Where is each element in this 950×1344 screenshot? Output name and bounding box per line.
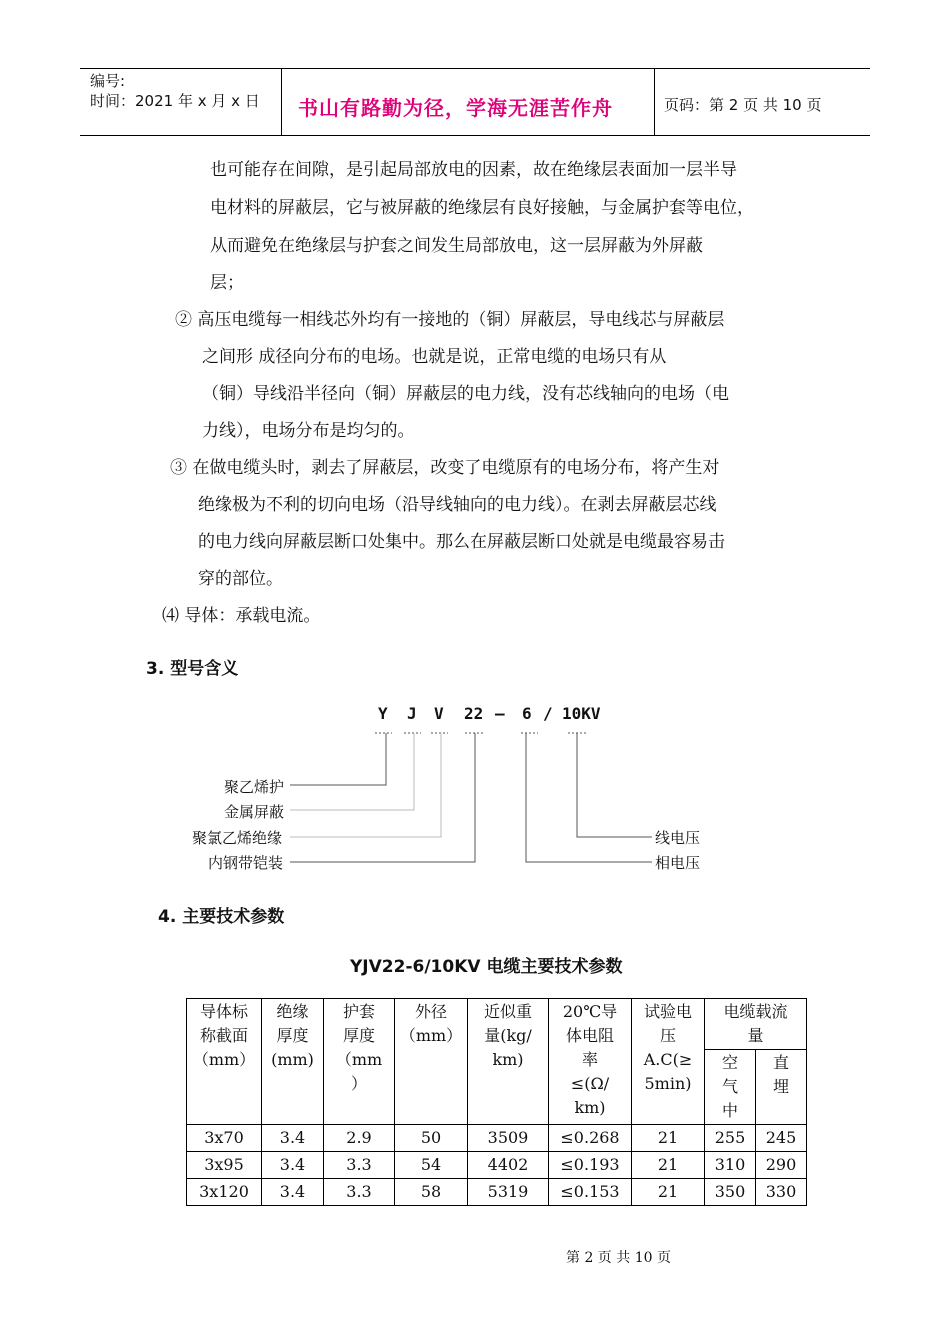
header-number: 编号: [90, 72, 126, 90]
paragraph-3-line-1: ③ 在做电缆头时，剥去了屏蔽层，改变了电缆原有的电场分布，将产生对 [170, 458, 720, 478]
model-part-10kv: 10KV [562, 704, 601, 723]
col-header-resistance [549, 999, 632, 1125]
header-text: 埋 [772, 1077, 789, 1096]
cell: 54 [395, 1152, 468, 1179]
header-text: ≤(Ω/ [570, 1074, 610, 1093]
header-text: km) [492, 1050, 524, 1069]
header-text: 量(kg/ [484, 1026, 532, 1045]
header-text: 厚度 [276, 1026, 309, 1045]
model-part-j: J [407, 704, 417, 723]
paragraph-3-line-2: 绝缘极为不利的切向电场（沿导线轴向的电力线）。在剥去屏蔽层芯线 [198, 495, 717, 515]
cell: 21 [632, 1152, 705, 1179]
cell: ≤0.193 [549, 1152, 632, 1179]
label-pvc-insulation: 聚氯乙烯绝缘 [192, 829, 283, 847]
header-time: 时间：2021 年 x 月 x 日 [90, 92, 260, 110]
header-text: 绝缘 [276, 1002, 309, 1021]
header-text: 厚度 [342, 1026, 375, 1045]
cell: 3.4 [262, 1152, 324, 1179]
header-text: 外径 [414, 1002, 447, 1021]
paragraph-1-line-2: 电材料的屏蔽层，它与被屏蔽的绝缘层有良好接触，与金属护套等电位， [210, 198, 754, 218]
table-header-row [187, 999, 807, 1050]
cell: 3.4 [262, 1179, 324, 1206]
header-text: 中 [721, 1101, 738, 1120]
cell: 310 [705, 1152, 756, 1179]
col-header-weight [468, 999, 549, 1125]
section-3-heading: 3. 型号含义 [146, 659, 239, 679]
paragraph-1-line-4: 层； [210, 273, 244, 293]
cell: 21 [632, 1125, 705, 1152]
header-text: 5min) [644, 1074, 692, 1093]
col-header-test-voltage [632, 999, 705, 1125]
header-text: 试验电 [643, 1002, 692, 1021]
cell: 3.4 [262, 1125, 324, 1152]
header-text: ） [350, 1074, 367, 1093]
cell: 255 [705, 1125, 756, 1152]
section-4-heading: 4. 主要技术参数 [158, 907, 285, 927]
table-row [187, 1179, 807, 1206]
cell: 3x120 [187, 1179, 262, 1206]
label-line-voltage: 线电压 [655, 829, 701, 847]
header-text: 电缆载流 [723, 1002, 788, 1021]
header-text: 率 [581, 1050, 598, 1069]
cell: 2.9 [324, 1125, 395, 1152]
col-header-diameter [395, 999, 468, 1125]
header-text: 压 [659, 1026, 676, 1045]
paragraph-2-line-4: 力线），电场分布是均匀的。 [202, 421, 415, 441]
cell: 50 [395, 1125, 468, 1152]
header-text: (mm) [271, 1050, 314, 1069]
cell: 3509 [468, 1125, 549, 1152]
cell: 58 [395, 1179, 468, 1206]
model-part-y: Y [378, 704, 388, 723]
cell: 290 [756, 1152, 807, 1179]
header-text: 护套 [342, 1002, 375, 1021]
paragraph-1-line-1: 也可能存在间隙，是引起局部放电的因素，故在绝缘层表面加一层半导 [210, 160, 737, 180]
cell: 21 [632, 1179, 705, 1206]
cell: ≤0.268 [549, 1125, 632, 1152]
label-phase-voltage: 相电压 [655, 854, 701, 872]
header-page-number: 页码：第 2 页 共 10 页 [664, 96, 822, 114]
label-metal-shield: 金属屏蔽 [224, 803, 285, 821]
paragraph-2-line-2: 之间形 成径向分布的电场。也就是说，正常电缆的电场只有从 [202, 347, 667, 367]
header-text: A.C(≥ [643, 1050, 693, 1069]
cell: 3x95 [187, 1152, 262, 1179]
col-header-ampacity [705, 999, 807, 1050]
header-text: km) [574, 1098, 606, 1117]
cell: 330 [756, 1179, 807, 1206]
header-text: 体电阻 [565, 1026, 614, 1045]
header-text: 导体标 [199, 1002, 248, 1021]
paragraph-4: ⑷ 导体：承载电流。 [162, 606, 321, 626]
header-text: 20℃导 [562, 1002, 618, 1021]
cell: ≤0.153 [549, 1179, 632, 1206]
cell: 4402 [468, 1152, 549, 1179]
model-part-6: 6 [522, 704, 532, 723]
paragraph-2-line-3: （铜）导线沿半径向（铜）屏蔽层的电力线，没有芯线轴向的电场（电 [202, 384, 729, 404]
paragraph-2-line-1: ② 高压电缆每一相线芯外均有一接地的（铜）屏蔽层，导电线芯与屏蔽层 [175, 310, 725, 330]
label-steel-armour: 内钢带铠装 [208, 854, 284, 872]
model-part-dash: — [495, 704, 505, 723]
header-text: 近似重 [483, 1002, 532, 1021]
cell: 3x70 [187, 1125, 262, 1152]
table-row [187, 1152, 807, 1179]
cell: 5319 [468, 1179, 549, 1206]
table-row [187, 1125, 807, 1152]
header-text: 直 [772, 1053, 789, 1072]
col-header-sheath [324, 999, 395, 1125]
col-header-conductor [187, 999, 262, 1125]
paragraph-1-line-3: 从而避免在绝缘层与护套之间发生局部放电，这一层屏蔽为外屏蔽 [210, 236, 703, 256]
header-text: 量 [747, 1026, 764, 1045]
cell: 3.3 [324, 1179, 395, 1206]
header-text: （mm） [399, 1026, 463, 1045]
parameters-table [186, 998, 807, 1206]
header-text: （mm [335, 1050, 383, 1069]
cell: 245 [756, 1125, 807, 1152]
page-footer: 第 2 页 共 10 页 [566, 1250, 671, 1266]
label-pe-sheath: 聚乙烯护 [224, 778, 285, 796]
header-text: 空 [721, 1053, 738, 1072]
model-part-v: V [434, 704, 444, 723]
cell: 350 [705, 1179, 756, 1206]
header-text: 称截面 [199, 1026, 248, 1045]
col-header-buried [756, 1050, 807, 1125]
model-part-slash: / [543, 704, 553, 723]
header-text: 气 [721, 1077, 738, 1096]
col-header-insulation [262, 999, 324, 1125]
col-header-air [705, 1050, 756, 1125]
header-motto: 书山有路勤为径，学海无涯苦作舟 [298, 96, 613, 120]
header-text: （mm） [192, 1050, 256, 1069]
cell: 3.3 [324, 1152, 395, 1179]
table-title: YJV22-6/10KV 电缆主要技术参数 [350, 957, 623, 977]
paragraph-3-line-4: 穿的部位。 [198, 569, 283, 589]
model-part-22: 22 [464, 704, 484, 723]
paragraph-3-line-3: 的电力线向屏蔽层断口处集中。那么在屏蔽层断口处就是电缆最容易击 [198, 532, 725, 552]
